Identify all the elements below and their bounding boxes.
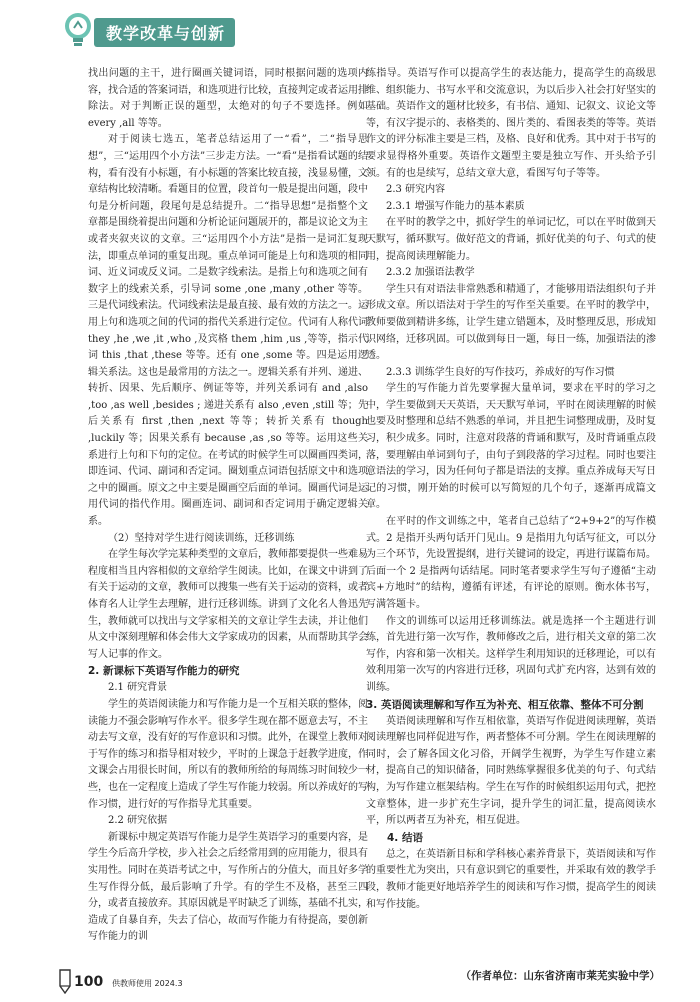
section-heading: 3. 英语阅读理解和写作互为补充、相互依靠、整体不可分割 bbox=[366, 698, 644, 711]
subsection-heading: 2.3.1 增强写作能力的基本素质 bbox=[386, 200, 525, 212]
subsection-heading: 2.1 研究背景 bbox=[108, 682, 168, 694]
paragraph: 在学生每次学完某种类型的文章后，教师都要提供一些难易程度相当且内容相似的文章给学生阅读。比如，在课文中讲到了有关于运动的文章，教师可以搜集一些有关于运动的资料，或者体育名人让学生去理解，进行迁移训练。讲到了文化名人鲁迅先生，教师就可以找出与文学家相关的文章让学生去读，并让他们从文中深刻理解和体会伟大文学家成功的因素，从而帮助其学会写人记事的作文。 bbox=[88, 549, 368, 660]
subsection-heading: 2.3 研究内容 bbox=[386, 184, 446, 196]
paragraph: 在平时的教学之中，抓好学生的单词记忆，可以在平时做到天天默写，循环默写。做好范文的背诵，抓好优美的句子、句式的使用，提高阅读理解能力。 bbox=[366, 217, 656, 262]
lightbulb-icon bbox=[60, 10, 98, 50]
paragraph: 对于阅读七选五，笔者总结运用了一“看”，二“指导思想”，三“运用四个小方法”三步走方法。一“看”是指看试题的结构，看有没有小标题，有小标题的答案比较直接，浅显易懂，文章结构比较清晰。看题目的位置，段首句一般是提出问题，段中句是分析问题，段尾句是总结提升。二“指导思想”是指整个文章都是围绕着提出问题和分析论证问题展开的，都是议论文为主或者夹叙夹议的文章。三“运用四个小方法”是指一是词汇复现法，即重点单词的重复出现。重点单词可能是上句和选项的相同词、近义词或反义词。二是数字线索法。是指上句和选项之间有数字上的线索关系，引导词 some ,one ,many ,other 等等。三是代词线索法。代词线索法是最直接、最有效的方法之一。运用上句和选项之间的代词的指代关系进行定位。代词有人称代词 they ,he ,we ,it ,who ,及宾格 them ,him ,us ,等等，指示代词 this ,that ,these 等等。还有 one ,some 等。四是运用逻辑关系法。这也是最常用的方法之一。逻辑关系有并列、递进、转折、因果、先后顺序、例证等等，并列关系词有 and ,also ,too ,as well ,besides ; 递进关系有 also ,even ,still 等；先后关系有 first ,then ,next 等等；转折关系有 though ,luckily 等；因果关系有 because ,as ,so 等等。运用这些关系进行上句和下句的定位。在考试的时候学生可以圈画四类词，即连词、代词、副词和否定词。圈划重点词语包括原文中和选项之中的圈画。原文之中主要是圈画空后面的单词。圈画代词是运用代词的指代作用。圈画连词、副词和否定词用于确定逻辑关系。 bbox=[88, 134, 368, 528]
left-column bbox=[88, 66, 368, 946]
section-heading: 2. 新课标下英语写作能力的研究 bbox=[88, 665, 240, 678]
paragraph: 学生的英语阅读能力和写作能力是一个互相关联的整体，阅读能力不强会影响写作水平。很多学生现在都不愿意去写，不主动去写文章，没有好的写作意识和习惯。此外，在课堂上教师对于写作的练习和指导相对较少，平时的上课急于赶教学进度，作文课会占用很长时间，所以有的教师所给的每周练习时间较少一些，也在一定程度上造成了学生写作能力较弱。所以养成好的写作习惯，进行好的写作指导尤其重要。 bbox=[88, 698, 368, 810]
author-affiliation: （作者单位：山东省济南市莱芜实验中学） bbox=[460, 970, 660, 982]
page-header bbox=[60, 10, 260, 50]
page-number: 100 bbox=[74, 974, 104, 990]
page-footer bbox=[56, 968, 196, 994]
paragraph: 总之，在英语新目标和学科核心素养背景下，英语阅读和写作的重要性尤为突出，只有意识到它的重要性，并采取有效的教学手段，教师才能更好地培养学生的阅读和写作习惯，提高学生的阅读和写作技能。 bbox=[366, 848, 656, 910]
paragraph: 学生只有对语法非常熟悉和精通了，才能够用语法组织句子并形成文章。所以语法对于学生的写作至关重要。在平时的教学中，教师要做到精讲多练，让学生建立错题本，及时整理反思，形成知识网络，迁移巩固。可以做到每日一题，每日一练，加强语法的渗透。 bbox=[366, 283, 656, 362]
publication-info: 供教师使用 2024.3 bbox=[112, 979, 183, 988]
subsection-heading: 2.2 研究依据 bbox=[108, 815, 168, 827]
paragraph: 英语阅读理解和写作互相依靠，英语写作促进阅读理解，英语阅读理解也同样促进写作，两者整体不可分割。学生在阅读理解的同时，会了解各国文化习俗，开阔学生视野，为学生写作建立素材，提高自己的知识储备，同时熟练掌握很多优美的句子、句式结构，为写作建立框架结构。学生在写作的时候组织运用句式，把控文章整体，进一步扩充生字词，提升学生的词汇量，提高阅读水平，所以两者互为补充，相互促进。 bbox=[366, 715, 656, 827]
section-title: 教学改革与创新 bbox=[94, 18, 235, 47]
paragraph: 新课标中规定英语写作能力是学生英语学习的重要内容，是学生今后高升学校，步入社会之后经常用到的应用能力，很具有实用性。同时在英语考试之中，写作所占的分值大，而且好多学生写作得分低，最后影响了升学。有的学生不及格，甚至三四分，或者直接放弃。其原因就是平时缺乏了训练，基础不扎实，造成了自暴自弃，失去了信心，故而写作能力有待提高，要创新写作能力的训 bbox=[88, 831, 368, 943]
subsection-heading: 2.3.3 训练学生良好的写作技巧，养成好的写作习惯 bbox=[386, 366, 615, 378]
paragraph: 在平时的作文训练之中，笔者自己总结了“2+9+2”的写作模式。2 是指开头两句话开门见山。9 是指用九句话写征文，可以分为三个环节，先设置提纲，进行关键词的设定，再进行谋篇布局。后面一个 2 是指两句话结尾。同时笔者要求学生写句子遵循“主动宾+方地时”的结构，遵循有评述，有评论的原则。衡水体书写，写满答题卡。 bbox=[366, 516, 656, 610]
subheading: （2）坚持对学生进行阅读训练，迁移训练 bbox=[108, 532, 295, 544]
pencil-icon bbox=[56, 968, 76, 994]
paragraph: 练指导。英语写作可以提高学生的表达能力，提高学生的高级思维、组织能力、书写水平和交流意识，为以后步入社会打好坚实的基础。英语作文的题材比较多，有书信、通知、记叙文、议论文等等，有汉字提示的、表格类的、图片类的、看图表类的等等。英语作文的评分标准主要是三档，及格、良好和优秀。其中对于书写的要求显得格外重要。英语作文题型主要是独立写作、开头给予引领。有的也是续写，总结文章大意，看图写句子等等。 bbox=[366, 68, 656, 179]
section-heading: 4. 结语 bbox=[387, 831, 423, 844]
paragraph: 作文的训练可以运用迁移训练法。就是选择一个主题进行训练，首先进行第一次写作，教师修改之后，进行相关文章的第二次写作，内容和第一次相关。这样学生利用知识的迁移理论，可以有效利用第一次写的内容进行迁移，巩固句式扩充内容，达到有效的训练。 bbox=[366, 615, 656, 693]
subsection-heading: 2.3.2 加强语法教学 bbox=[386, 267, 475, 279]
right-column bbox=[366, 66, 656, 913]
paragraph: 找出问题的主干，进行圈画关键词语，同时根据问题的选项内容，找合适的答案词语，和选项进行比较，直接判定或者运用排除法。对于判断正误的题型，太绝对的句子不要选择。例如 every ,all 等等。 bbox=[88, 68, 368, 129]
paragraph: 学生的写作能力首先要掌握大量单词，要求在平时的学习之中，学生要做到天天英语，天天默写单词，平时在阅读理解的时候也要及时整理和总结不熟悉的单词，并且把生词整理成册，及时复习，积少成多。同时，注意对段落的背诵和默写，及时背诵重点段落，要理解由单词到句子，由句子到段落的学习过程。同时也要注意语法的学习，因为任何句子都是语法的支撑。重点养成每天写日记的习惯，刚开始的时候可以写简短的几个句子，逐渐再成篇文章。 bbox=[366, 383, 656, 511]
